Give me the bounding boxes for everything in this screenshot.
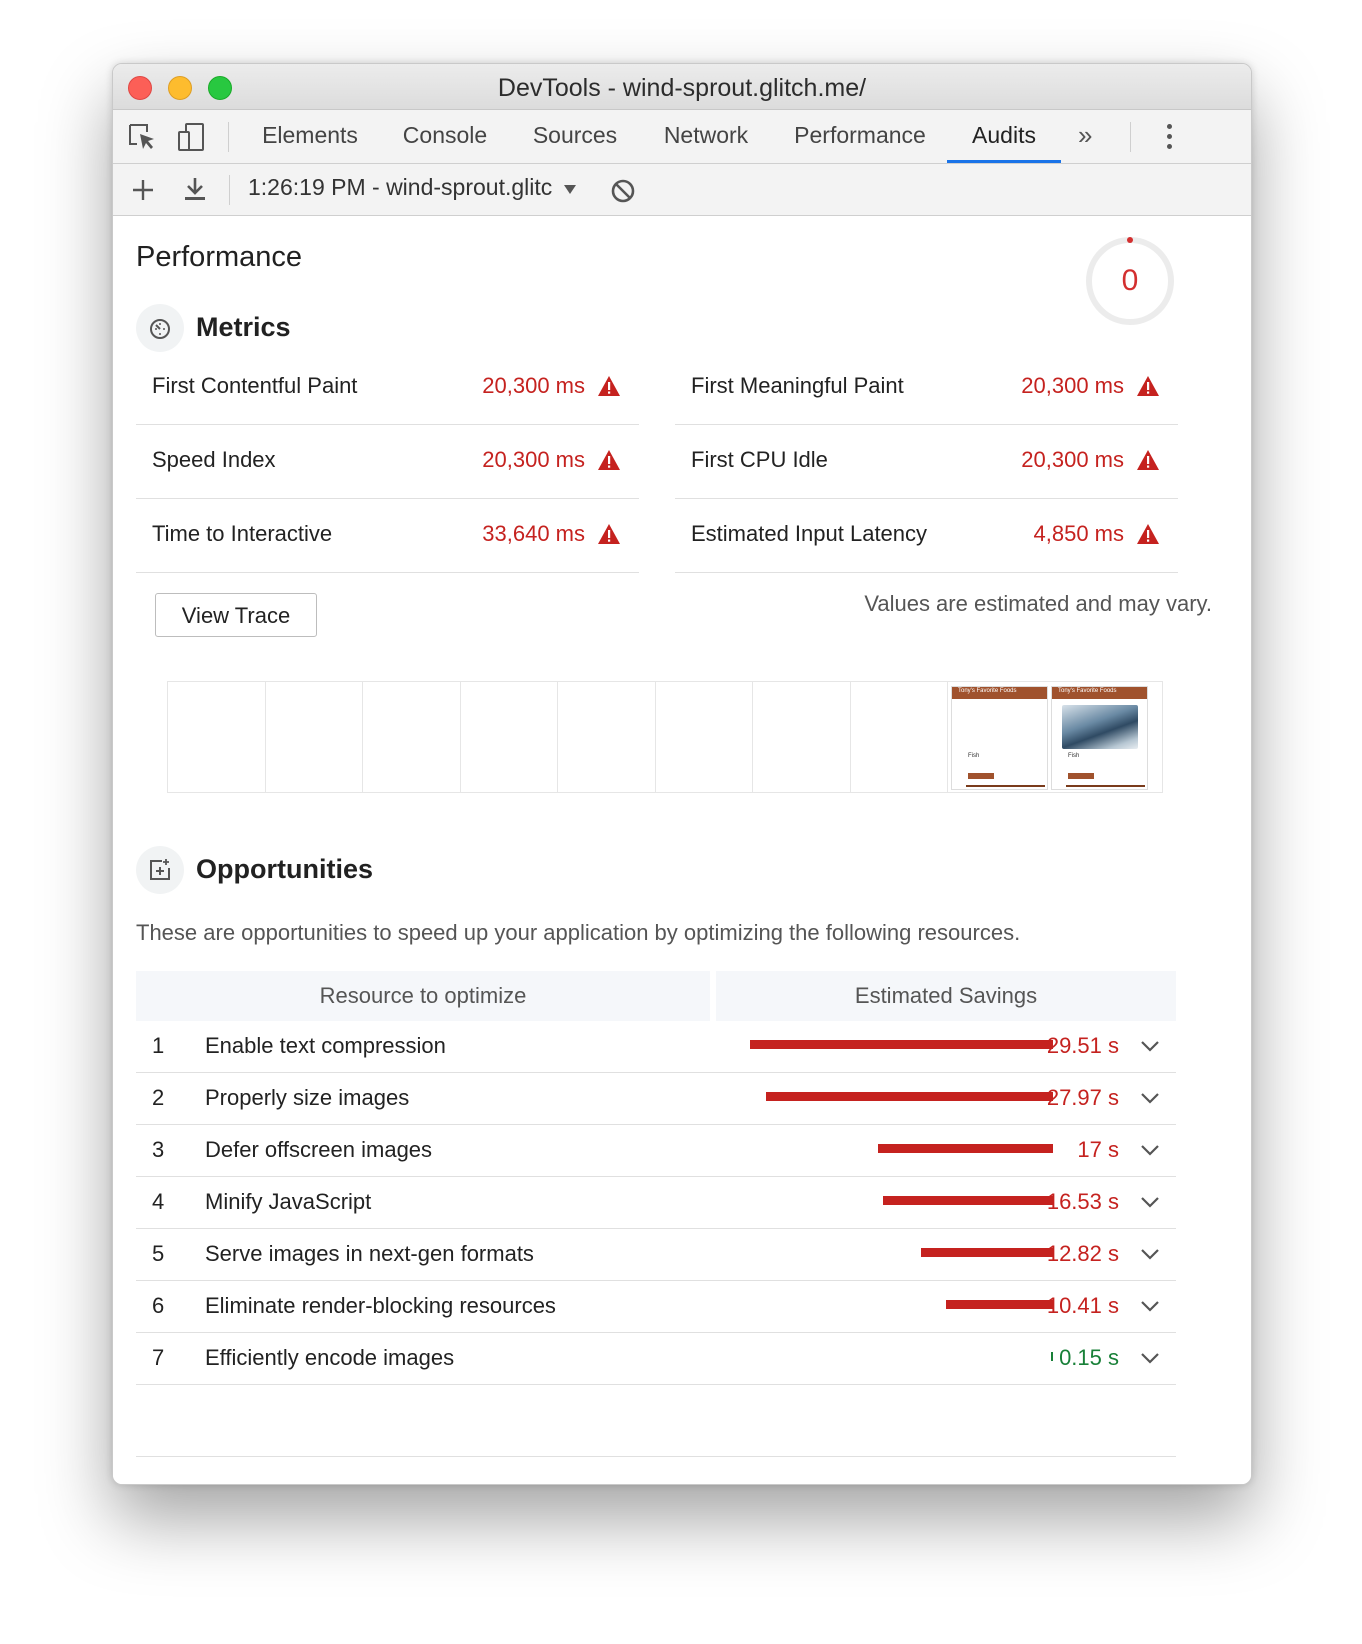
opportunity-number: 4 bbox=[152, 1189, 165, 1214]
filmstrip-thumbnail bbox=[951, 686, 1048, 790]
savings-bar bbox=[878, 1144, 1053, 1153]
metric-value: 20,300 ms bbox=[1021, 373, 1124, 398]
filmstrip-frame bbox=[655, 682, 753, 792]
column-header-savings: Estimated Savings bbox=[716, 971, 1176, 1021]
opportunity-title: Serve images in next-gen formats bbox=[205, 1241, 534, 1266]
expand-chevron-down-icon[interactable] bbox=[1140, 1299, 1160, 1313]
warning-triangle-icon bbox=[597, 375, 621, 397]
filmstrip-frame bbox=[265, 682, 363, 792]
opportunity-row[interactable] bbox=[136, 1333, 1176, 1385]
thumb-rule bbox=[1066, 785, 1145, 787]
audits-toolbar bbox=[113, 164, 1251, 216]
tabbar-divider bbox=[228, 122, 229, 152]
metrics-stopwatch-icon bbox=[136, 304, 184, 352]
tab-network[interactable]: Network bbox=[663, 122, 749, 148]
metric-value: 20,300 ms bbox=[1021, 447, 1124, 472]
title-bar bbox=[113, 64, 1251, 110]
opportunity-number: 7 bbox=[152, 1345, 165, 1370]
metric-time-to-interactive bbox=[136, 499, 639, 573]
new-audit-plus-icon[interactable] bbox=[131, 178, 155, 202]
filmstrip-frame bbox=[460, 682, 558, 792]
expand-chevron-down-icon[interactable] bbox=[1140, 1039, 1160, 1053]
audits-report bbox=[113, 216, 1251, 1484]
savings-value: 29.51 s bbox=[1046, 1033, 1119, 1058]
metric-speed-index bbox=[136, 425, 639, 499]
performance-heading: Performance bbox=[136, 241, 303, 273]
warning-triangle-icon bbox=[597, 523, 621, 545]
opportunity-row[interactable] bbox=[136, 1021, 1176, 1073]
customize-menu-icon[interactable] bbox=[1163, 122, 1175, 152]
metric-value: 4,850 ms bbox=[1033, 521, 1124, 546]
warning-triangle-icon bbox=[597, 449, 621, 471]
opportunities-end-divider bbox=[136, 1456, 1176, 1457]
opportunity-row[interactable] bbox=[136, 1073, 1176, 1125]
savings-bar bbox=[883, 1196, 1053, 1205]
filmstrip-frame bbox=[753, 682, 851, 792]
dropdown-triangle-icon bbox=[563, 183, 577, 195]
more-tabs-chevron-icon[interactable]: » bbox=[1078, 120, 1093, 150]
opportunity-title: Eliminate render-blocking resources bbox=[205, 1293, 556, 1318]
warning-triangle-icon bbox=[1136, 449, 1160, 471]
tab-elements[interactable]: Elements bbox=[262, 122, 358, 148]
savings-value: 17 s bbox=[1077, 1137, 1119, 1162]
device-toolbar-icon[interactable] bbox=[176, 122, 206, 152]
opportunity-title: Enable text compression bbox=[205, 1033, 446, 1058]
metric-first-contentful-paint bbox=[136, 351, 639, 425]
opportunity-number: 1 bbox=[152, 1033, 165, 1058]
devtools-tab-bar bbox=[113, 110, 1251, 164]
thumb-button bbox=[1068, 773, 1094, 779]
performance-score: 0 bbox=[1121, 264, 1139, 297]
metric-value: 20,300 ms bbox=[482, 373, 585, 398]
opportunity-number: 6 bbox=[152, 1293, 165, 1318]
savings-value: 16.53 s bbox=[1046, 1189, 1119, 1214]
metric-label: Estimated Input Latency bbox=[691, 521, 928, 546]
tab-console[interactable]: Console bbox=[402, 122, 488, 148]
clear-all-block-icon[interactable] bbox=[610, 178, 636, 204]
thumb-caption: Fish bbox=[968, 753, 980, 759]
metric-label: Time to Interactive bbox=[152, 521, 333, 546]
opportunity-number: 2 bbox=[152, 1085, 165, 1110]
opportunities-table-header bbox=[136, 971, 1176, 1021]
tabbar-divider bbox=[1130, 122, 1131, 152]
savings-bar bbox=[766, 1092, 1053, 1101]
report-selector[interactable] bbox=[248, 174, 577, 201]
view-trace-button[interactable]: View Trace bbox=[155, 593, 317, 637]
savings-bar bbox=[750, 1040, 1053, 1049]
metric-value: 33,640 ms bbox=[482, 521, 585, 546]
metric-label: First CPU Idle bbox=[691, 447, 828, 472]
warning-triangle-icon bbox=[1136, 523, 1160, 545]
metric-label: First Contentful Paint bbox=[152, 373, 358, 398]
metric-value: 20,300 ms bbox=[482, 447, 585, 472]
filmstrip bbox=[167, 681, 1163, 793]
thumb-caption: Fish bbox=[1068, 753, 1080, 759]
opportunity-row[interactable] bbox=[136, 1125, 1176, 1177]
opportunities-description: These are opportunities to speed up your application by optimizing the following resources. bbox=[136, 920, 1021, 945]
metric-label: First Meaningful Paint bbox=[691, 373, 904, 398]
savings-bar bbox=[946, 1300, 1053, 1309]
toolbar-divider bbox=[229, 175, 230, 205]
opportunities-heading: Opportunities bbox=[196, 854, 373, 884]
inspect-element-icon[interactable] bbox=[127, 122, 157, 152]
metric-first-meaningful-paint bbox=[675, 351, 1178, 425]
opportunities-icon bbox=[136, 846, 184, 894]
metrics-heading: Metrics bbox=[196, 312, 291, 342]
expand-chevron-down-icon[interactable] bbox=[1140, 1143, 1160, 1157]
thumb-header-text: Tony's Favorite Foods bbox=[1058, 688, 1117, 694]
devtools-window bbox=[112, 63, 1252, 1485]
savings-bar bbox=[921, 1248, 1053, 1257]
metric-label: Speed Index bbox=[152, 447, 276, 472]
report-selector-label: 1:26:19 PM - wind-sprout.glitc bbox=[248, 174, 553, 200]
opportunity-title: Minify JavaScript bbox=[205, 1189, 372, 1214]
thumb-button bbox=[968, 773, 994, 779]
tab-audits[interactable]: Audits bbox=[947, 110, 1061, 163]
opportunity-row[interactable] bbox=[136, 1229, 1176, 1281]
column-header-resource: Resource to optimize bbox=[136, 971, 710, 1021]
warning-triangle-icon bbox=[1136, 375, 1160, 397]
opportunity-number: 5 bbox=[152, 1241, 165, 1266]
savings-bar bbox=[1051, 1352, 1053, 1361]
opportunity-title: Efficiently encode images bbox=[205, 1345, 455, 1370]
opportunity-title: Defer offscreen images bbox=[205, 1137, 433, 1162]
expand-chevron-down-icon[interactable] bbox=[1140, 1091, 1160, 1105]
download-report-icon[interactable] bbox=[183, 177, 207, 203]
savings-value: 27.97 s bbox=[1046, 1085, 1119, 1110]
savings-value: 10.41 s bbox=[1046, 1293, 1119, 1318]
opportunity-row[interactable] bbox=[136, 1177, 1176, 1229]
metric-estimated-input-latency bbox=[675, 499, 1178, 573]
filmstrip-thumbnail bbox=[1051, 686, 1148, 790]
opportunity-row[interactable] bbox=[136, 1281, 1176, 1333]
thumb-header-text: Tony's Favorite Foods bbox=[958, 688, 1017, 694]
savings-value: 0.15 s bbox=[1059, 1345, 1119, 1370]
window-title: DevTools - wind-sprout.glitch.me/ bbox=[497, 74, 867, 102]
tab-sources[interactable]: Sources bbox=[532, 122, 618, 148]
expand-chevron-down-icon[interactable] bbox=[1140, 1247, 1160, 1261]
filmstrip-frame bbox=[363, 682, 461, 792]
metric-first-cpu-idle bbox=[675, 425, 1178, 499]
tab-performance[interactable]: Performance bbox=[794, 122, 926, 148]
opportunity-number: 3 bbox=[152, 1137, 165, 1162]
fish-image bbox=[1062, 705, 1138, 749]
opportunity-title: Properly size images bbox=[205, 1085, 410, 1110]
savings-value: 12.82 s bbox=[1046, 1241, 1119, 1266]
expand-chevron-down-icon[interactable] bbox=[1140, 1195, 1160, 1209]
estimated-values-note: Values are estimated and may vary. bbox=[864, 591, 1212, 616]
filmstrip-frame bbox=[168, 682, 266, 792]
thumb-rule bbox=[966, 785, 1045, 787]
filmstrip-frame bbox=[850, 682, 948, 792]
expand-chevron-down-icon[interactable] bbox=[1140, 1351, 1160, 1365]
filmstrip-frame bbox=[558, 682, 656, 792]
